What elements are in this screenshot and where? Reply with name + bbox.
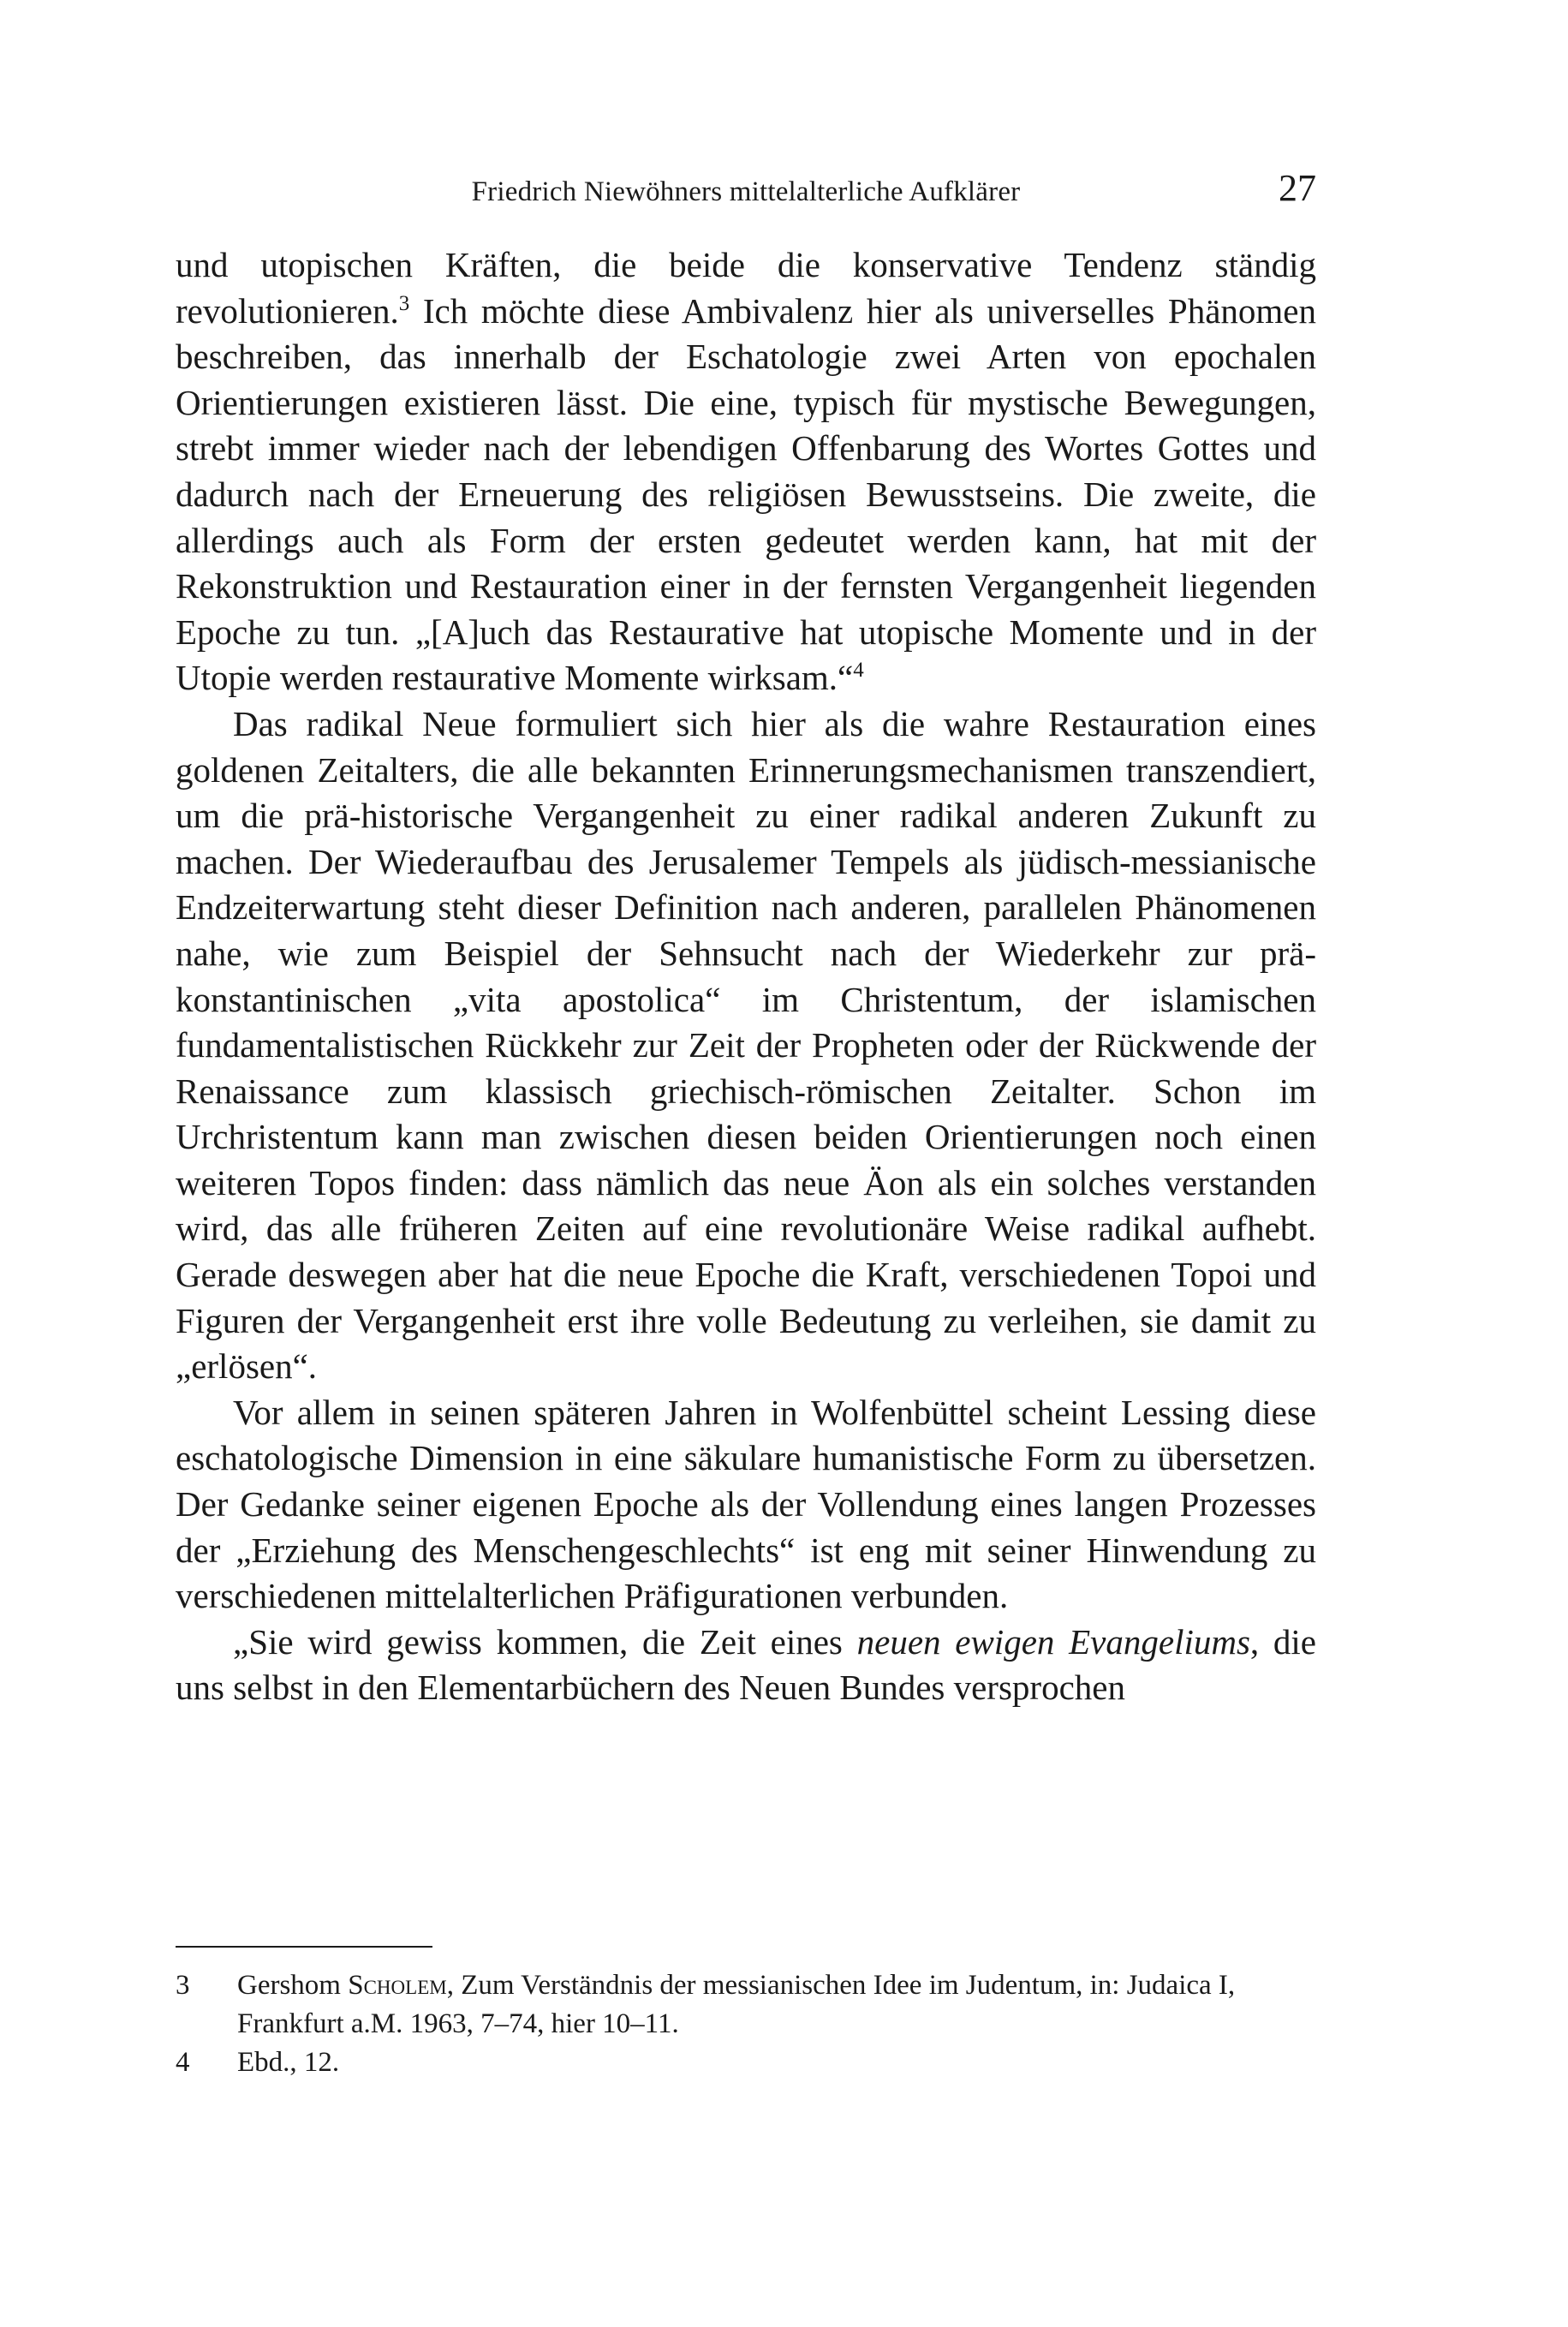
paragraph [176, 242, 1316, 701]
text-run: Das radikal Neue formuliert sich hier als die wahre Restauration eines goldenen Zeitalters, die alle bekannten Erinnerungsmechanismen transzendiert, um die prä-historische Vergangenheit zu einer radikal anderen Zukunft zu machen. Der Wiederaufbau des Jerusalemer Tempels als jüdisch-messianische Endzeiterwartung steht dieser Definition nach anderen, parallelen Phänomenen nahe, wie zum Beispiel der Sehnsucht nach der Wiederkehr zur prä-konstantinischen „vita apostolica“ im Christentum, der islamischen fundamentalistischen Rückkehr zur Zeit der Propheten oder der Rückwende der Renaissance zum klassisch griechisch-römischen Zeitalter. Schon im Urchristentum kann man zwischen diesen beiden Orientierungen noch einen weiteren Topos finden: dass nämlich das neue Äon als ein solches verstanden wird, das alle früheren Zeiten auf eine revolutionäre Weise radikal aufhebt. Gerade deswegen aber hat die neue Epoche die Kraft, verschiedenen Topoi und Figuren der Vergangenheit erst ihre volle Bedeutung zu verleihen, sie damit zu „erlösen“. [176, 703, 1316, 1387]
text-run: , die uns selbst in den Elementarbüchern des Neuen Bundes versprochen [176, 1621, 1316, 1708]
footnote-author: Gershom [237, 1970, 349, 2001]
footnote-number: 3 [176, 1970, 190, 2001]
running-head [176, 168, 1316, 216]
italic-run: neuen ewigen Evangeliums [856, 1621, 1250, 1662]
footnote-number: 4 [176, 2047, 190, 2078]
footnote [176, 1966, 1316, 2044]
text-run: Ich möchte diese Ambivalenz hier als universelles Phänomen beschreiben, das innerhalb der Eschatologie zwei Arten von epochalen Orientierungen existieren lässt. Die eine, typisch für mystische Bewegungen, strebt immer wieder nach der lebendigen Offenbarung des Wortes Gottes und dadurch nach der Erneuerung des religiösen Bewusstseins. Die zweite, die allerdings auch als Form der ersten gedeutet werden kann, hat mit der Rekonstruktion und Restauration einer in der fernsten Vergangenheit liegenden Epoche zu tun. „[A]uch das Restaurative hat utopische Momente und in der Utopie werden restaurative Momente wirksam.“ [176, 290, 1316, 698]
footnote-ref: 3 [398, 291, 410, 315]
footnote-separator [176, 1946, 432, 1948]
text-run: und utopischen Kräften, die beide die konservative Tendenz ständig revolutionieren. [176, 245, 1316, 331]
paragraph [176, 701, 1316, 1390]
footnote-ref: 4 [853, 659, 864, 683]
footnotes [176, 1966, 1316, 2082]
footnote [176, 2044, 1316, 2082]
page-number: 27 [1279, 167, 1316, 209]
paragraph [176, 1390, 1316, 1620]
footnote-text [237, 1966, 1316, 2044]
text-run: Vor allem in seinen späteren Jahren in Wolfenbüttel scheint Lessing diese eschatologische Dimension in eine säkulare humanistische Form zu übersetzen. Der Gedanke seiner eigenen Epoche als der Vollendung eines langen Prozesses der „Erziehung des Menschengeschlechts“ ist eng mit seiner Hinwendung zu verschiedenen mittelalterlichen Präfigurationen verbunden. [176, 1392, 1316, 1616]
paragraph [176, 1620, 1316, 1711]
footnote-author-surname: Scholem [348, 1970, 447, 2001]
running-title: Friedrich Niewöhners mittelalterliche Aufklärer [471, 176, 1021, 207]
footnote-citation: , Zum Verständnis der messianischen Idee im Judentum, in: Judaica I, Frankfurt a.M. 1963, 7–74, hier 10–11. [237, 1970, 1236, 2039]
footnote-text: Ebd., 12. [237, 2047, 340, 2078]
text-run: „Sie wird gewiss kommen, die Zeit eines [233, 1621, 857, 1662]
body-text [176, 242, 1316, 1711]
